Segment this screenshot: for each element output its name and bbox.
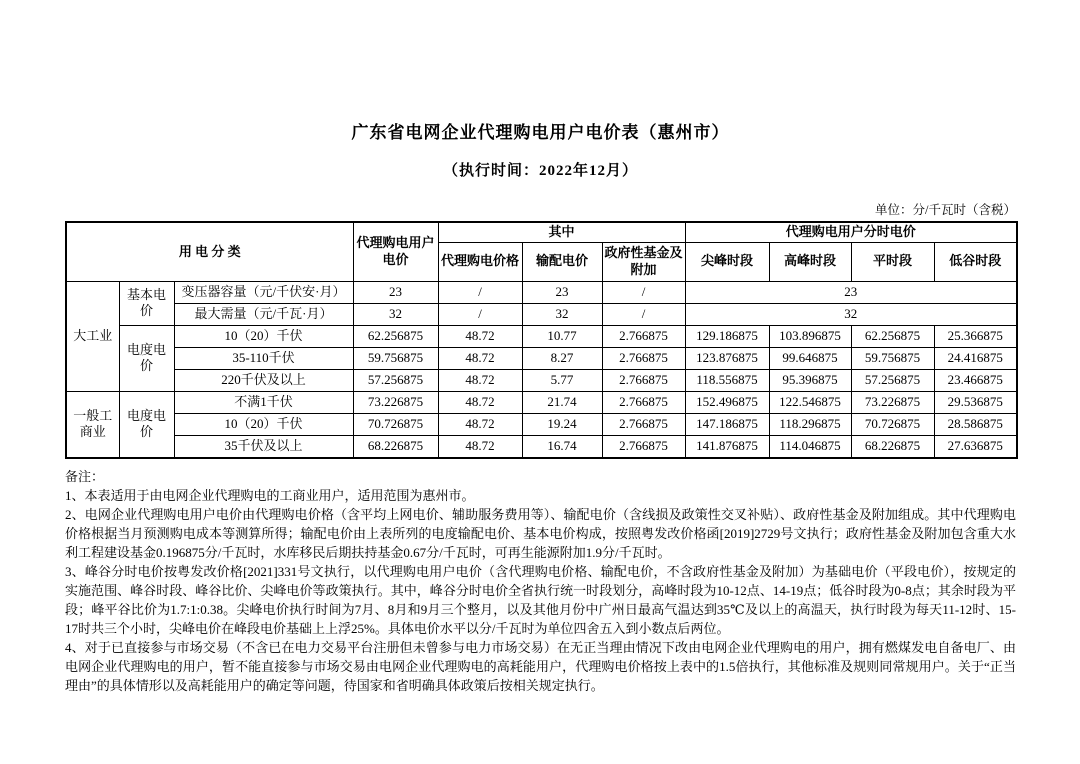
table-cell: 73.226875 — [851, 391, 934, 413]
table-cell: 2.766875 — [602, 413, 685, 435]
table-cell: 57.256875 — [851, 369, 934, 391]
table-cell: 48.72 — [438, 435, 522, 458]
row-label: 10（20）千伏 — [174, 325, 353, 347]
table-cell: / — [602, 281, 685, 303]
table-cell: 48.72 — [438, 391, 522, 413]
group-general-industry: 一般工商业 — [66, 391, 119, 458]
table-cell: 95.396875 — [769, 369, 851, 391]
table-row — [66, 325, 1017, 347]
table-cell: 5.77 — [522, 369, 602, 391]
table-row — [66, 369, 1017, 391]
header-flat: 平时段 — [851, 242, 934, 281]
row-label: 不满1千伏 — [174, 391, 353, 413]
table-cell: 141.876875 — [685, 435, 769, 458]
table-cell: 25.366875 — [934, 325, 1017, 347]
table-row — [66, 391, 1017, 413]
table-cell: 27.636875 — [934, 435, 1017, 458]
notes-heading: 备注： — [65, 468, 105, 484]
table-cell: 114.046875 — [769, 435, 851, 458]
table-cell: 23.466875 — [934, 369, 1017, 391]
table-cell: 28.586875 — [934, 413, 1017, 435]
unit-label: 单位：分/千瓦时（含税） — [875, 203, 1016, 217]
table-cell: 70.726875 — [851, 413, 934, 435]
table-cell: 16.74 — [522, 435, 602, 458]
table-cell: 122.546875 — [769, 391, 851, 413]
table-cell: 32 — [353, 303, 438, 325]
table-cell: / — [438, 303, 522, 325]
header-gov-funds: 政府性基金及附加 — [602, 242, 685, 281]
header-peak: 高峰时段 — [769, 242, 851, 281]
table-cell: 2.766875 — [602, 325, 685, 347]
page-subtitle: （执行时间：2022年12月） — [442, 163, 638, 179]
table-cell: 123.876875 — [685, 347, 769, 369]
table-cell: 73.226875 — [353, 391, 438, 413]
row-label: 变压器容量（元/千伏安·月） — [174, 281, 353, 303]
table-cell: 118.296875 — [769, 413, 851, 435]
table-cell: 19.24 — [522, 413, 602, 435]
table-cell: 2.766875 — [602, 369, 685, 391]
table-cell: 48.72 — [438, 325, 522, 347]
table-cell: 68.226875 — [353, 435, 438, 458]
table-cell: 99.646875 — [769, 347, 851, 369]
header-sharp-peak: 尖峰时段 — [685, 242, 769, 281]
table-cell-merged: 23 — [685, 281, 1017, 303]
header-among-which: 其中 — [438, 222, 685, 242]
table-cell-merged: 32 — [685, 303, 1017, 325]
table-cell: 10.77 — [522, 325, 602, 347]
table-row — [66, 435, 1017, 458]
row-label: 10（20）千伏 — [174, 413, 353, 435]
table-cell: 2.766875 — [602, 391, 685, 413]
page-title: 广东省电网企业代理购电用户电价表（惠州市） — [351, 123, 730, 142]
table-row — [66, 413, 1017, 435]
header-agency-price: 代理购电价格 — [438, 242, 522, 281]
header-agency-user-price: 代理购电用户电价 — [353, 222, 438, 281]
header-valley: 低谷时段 — [934, 242, 1017, 281]
group-large-industry: 大工业 — [66, 281, 119, 391]
electricity-price-table — [65, 221, 1018, 459]
table-cell: 48.72 — [438, 413, 522, 435]
table-cell: 118.556875 — [685, 369, 769, 391]
table-cell: 129.186875 — [685, 325, 769, 347]
header-usage-category: 用 电 分 类 — [66, 222, 353, 281]
table-cell: 62.256875 — [851, 325, 934, 347]
table-cell: 147.186875 — [685, 413, 769, 435]
table-cell: / — [438, 281, 522, 303]
header-tou-group: 代理购电用户分时电价 — [685, 222, 1017, 242]
table-cell: / — [602, 303, 685, 325]
table-cell: 32 — [522, 303, 602, 325]
table-cell: 8.27 — [522, 347, 602, 369]
row-label: 最大需量（元/千瓦·月） — [174, 303, 353, 325]
group-basic-price: 基本电价 — [119, 281, 174, 325]
header-transmission-price: 输配电价 — [522, 242, 602, 281]
table-cell: 103.896875 — [769, 325, 851, 347]
note-item-3: 3、峰谷分时电价按粤发改价格[2021]331号文执行，以代理购电用户电价（含代理购电价格、输配电价，不含政府性基金及附加）为基础电价（平段电价），按规定的实施范围、峰谷时段、峰谷比价、尖峰电价等政策执行。其中，峰谷分时电价全省执行统一时段划分，高峰时段为10-12点、14-19点；低谷时段为0-8点；其余时段为平段；峰平谷比价为1.7:1:0.38。尖峰电价执行时间为7月、8月和9月三个整月，以及其他月份中广州日最高气温达到35℃及以上的高温天，执行时段为每天11-12时、15-17时共三个小时，尖峰电价在峰段电价基础上上浮25%。具体电价水平以分/千瓦时为单位四舍五入到小数点后两位。 — [65, 563, 1016, 636]
row-label: 35千伏及以上 — [174, 435, 353, 458]
document-content — [65, 0, 1016, 695]
table-row — [66, 281, 1017, 303]
table-row — [66, 347, 1017, 369]
table-cell: 24.416875 — [934, 347, 1017, 369]
table-cell: 48.72 — [438, 369, 522, 391]
table-cell: 59.756875 — [851, 347, 934, 369]
table-cell: 23 — [522, 281, 602, 303]
table-cell: 2.766875 — [602, 435, 685, 458]
table-cell: 152.496875 — [685, 391, 769, 413]
table-cell: 70.726875 — [353, 413, 438, 435]
table-cell: 21.74 — [522, 391, 602, 413]
note-item-2: 2、电网企业代理购电用户电价由代理购电价格（含平均上网电价、辅助服务费用等）、输配电价（含线损及政策性交叉补贴）、政府性基金及附加组成。其中代理购电价格根据当月预测购电成本等测算所得；输配电价由上表所列的电度输配电价、基本电价构成，按照粤发改价格函[2019]2729号文执行；政府性基金及附加包含重大水利工程建设基金0.196875分/千瓦时，水库移民后期扶持基金0.67分/千瓦时，可再生能源附加1.9分/千瓦时。 — [65, 506, 1016, 560]
table-cell: 62.256875 — [353, 325, 438, 347]
table-cell: 57.256875 — [353, 369, 438, 391]
group-energy-price-general: 电度电价 — [119, 391, 174, 458]
table-cell: 2.766875 — [602, 347, 685, 369]
note-item-4: 4、对于已直接参与市场交易（不含已在电力交易平台注册但未曾参与电力市场交易）在无正当理由情况下改由电网企业代理购电的用户，拥有燃煤发电自备电厂、由电网企业代理购电的用户，暂不能直接参与市场交易由电网企业代理购电的高耗能用户，代理购电价格按上表中的1.5倍执行，其他标准及规则同常规用户。关于“正当理由”的具体情形以及高耗能用户的确定等问题，待国家和省明确具体政策后按相关规定执行。 — [65, 639, 1016, 693]
table-cell: 59.756875 — [353, 347, 438, 369]
table-cell: 23 — [353, 281, 438, 303]
table-row — [66, 303, 1017, 325]
note-item-1: 1、本表适用于由电网企业代理购电的工商业用户，适用范围为惠州市。 — [65, 487, 475, 503]
group-energy-price-large: 电度电价 — [119, 325, 174, 391]
table-cell: 68.226875 — [851, 435, 934, 458]
table-cell: 29.536875 — [934, 391, 1017, 413]
notes-section — [65, 467, 1016, 695]
table-cell: 48.72 — [438, 347, 522, 369]
row-label: 220千伏及以上 — [174, 369, 353, 391]
row-label: 35-110千伏 — [174, 347, 353, 369]
